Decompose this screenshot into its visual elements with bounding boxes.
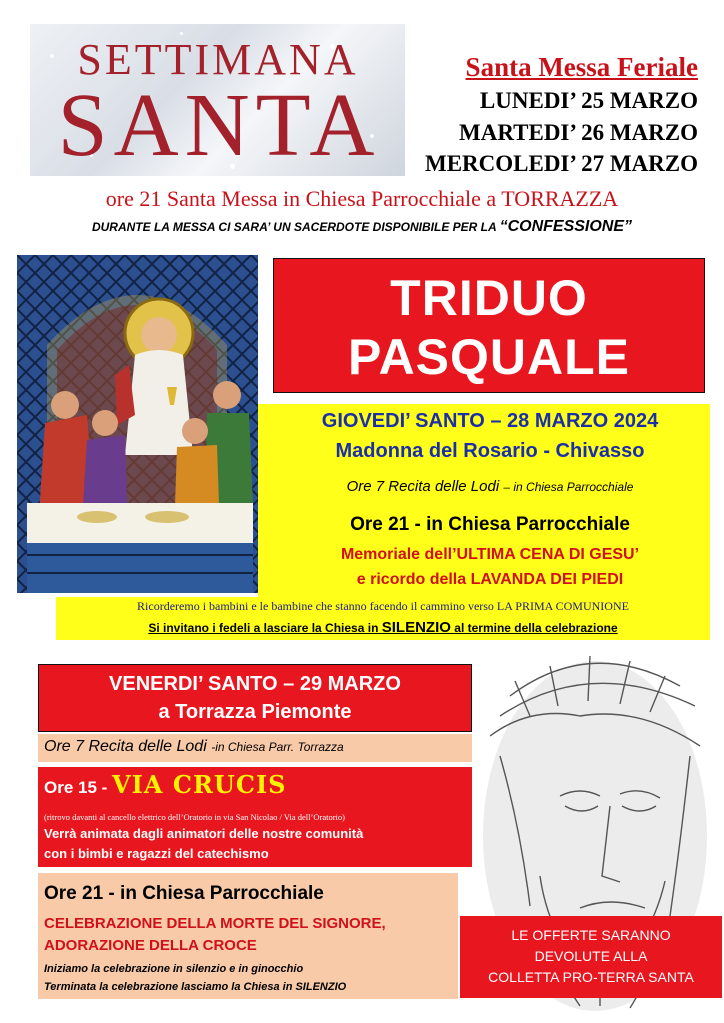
thursday-memoriale: Memoriale dell’ULTIMA CENA DI GESU’: [340, 546, 640, 563]
confession-word: “CONFESSIONE”: [499, 218, 633, 235]
offerings-box: [460, 916, 722, 998]
triduo-title-line1: TRIDUO: [390, 270, 588, 326]
via-crucis-meeting-note: (ritrovo davanti al cancello elettrico dell’Oratorio in via San Nicolao / Via dell’Oratorio): [44, 812, 345, 822]
feriale-day: MERCOLEDI’ 27 MARZO: [424, 151, 698, 176]
friday-lodi-text: Ore 7 Recita delle Lodi: [44, 738, 207, 755]
silence-note-pre: Si invitano i fedeli a lasciare la Chiesa in: [148, 621, 379, 635]
silence-note-word: SILENZIO: [381, 619, 451, 636]
thursday-evening-mass: Ore 21 - in Chiesa Parrocchiale: [350, 514, 630, 535]
confession-text: DURANTE LA MESSA CI SARA’ UN SACERDOTE DISPONIBILE PER LA: [91, 220, 497, 234]
banner-title-settimana: SETTIMANA: [77, 35, 359, 84]
triduo-title-line2: PASQUALE: [347, 329, 631, 385]
via-crucis-animation-line1: Verrà animata dagli animatori delle nostre comunità: [44, 826, 364, 841]
offerings-line1: LE OFFERTE SARANNO: [511, 927, 671, 943]
friday-evening-title: Ore 21 - in Chiesa Parrocchiale: [44, 883, 324, 904]
banner-title-santa: SANTA: [57, 76, 381, 175]
thursday-place: Madonna del Rosario - Chivasso: [335, 440, 645, 462]
offerings-line3: COLLETTA PRO-TERRA SANTA: [488, 969, 694, 985]
friday-lodi: [44, 738, 344, 756]
thursday-lodi-text: Ore 7 Recita delle Lodi: [346, 478, 500, 495]
friday-lodi-place: -in Chiesa Parr. Torrazza: [211, 740, 344, 754]
feriale-day: MARTEDI’ 26 MARZO: [459, 120, 698, 145]
friday-celebration-line2: ADORAZIONE DELLA CROCE: [44, 937, 257, 954]
thursday-date: GIOVEDI’ SANTO – 28 MARZO 2024: [321, 410, 659, 432]
silence-note-post: al termine della celebrazione: [454, 621, 618, 635]
via-crucis-title: VIA CRUCIS: [112, 770, 287, 799]
friday-celebration-note1: Iniziamo la celebrazione in silenzio e in ginocchio: [44, 963, 304, 975]
friday-header-box: [38, 664, 472, 732]
via-crucis-animation-line2: con i bimbi e ragazzi del catechismo: [44, 846, 269, 861]
friday-celebration-note2: Terminata la celebrazione lasciamo la Chiesa in SILENZIO: [44, 981, 347, 993]
weekday-mass-line: ore 21 Santa Messa in Chiesa Parrocchiale a TORRAZZA: [105, 186, 619, 211]
friday-title: VENERDI’ SANTO – 29 MARZO: [109, 673, 401, 695]
confession-line: [0, 218, 724, 236]
thursday-silence-note: [56, 619, 710, 636]
friday-place: a Torrazza Piemonte: [158, 701, 352, 723]
via-crucis-heading: [44, 770, 287, 799]
thursday-lavanda: e ricordo della LAVANDA DEI PIEDI: [356, 571, 624, 588]
settimana-santa-banner: [30, 24, 405, 176]
thursday-lodi-place: – in Chiesa Parrocchiale: [503, 480, 634, 494]
last-supper-stained-glass-image: [17, 255, 258, 593]
thursday-lodi: [270, 478, 710, 495]
via-crucis-time: Ore 15 -: [44, 778, 108, 797]
triduo-pasquale-box: [273, 258, 705, 393]
offerings-line2: DEVOLUTE ALLA: [534, 948, 648, 964]
thursday-prima-comunione-note: Ricorderemo i bambini e le bambine che stanno facendo il cammino verso LA PRIMA COMUNIONE: [137, 599, 629, 613]
feriale-title: Santa Messa Feriale: [465, 52, 698, 82]
friday-celebration-line1: CELEBRAZIONE DELLA MORTE DEL SIGNORE,: [44, 915, 386, 932]
feriale-day: LUNEDI’ 25 MARZO: [479, 88, 698, 113]
